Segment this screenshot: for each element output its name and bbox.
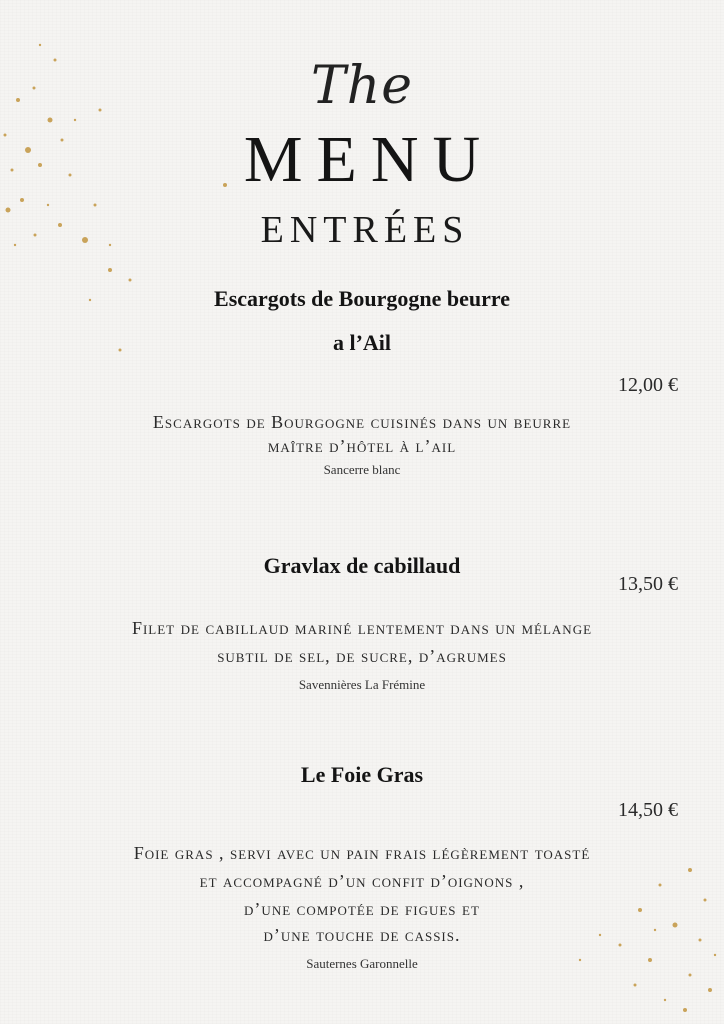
dish-3-desc-line4: d’une touche de cassis. — [263, 925, 461, 945]
dish-2-price: 13,50 € — [618, 573, 678, 595]
dish-1-desc-line1: Escargots de Bourgogne cuisinés dans un beurre — [152, 412, 572, 432]
dish-2-desc-line1: Filet de cabillaud mariné lentement dans un mélange — [131, 618, 593, 638]
dish-1-name-line1: Escargots de Bourgogne beurre — [214, 286, 510, 311]
dish-3-desc-line2: et accompagné d’un confit d’oignons , — [199, 871, 525, 891]
script-word: The — [311, 56, 413, 116]
dish-3-desc-line1: Foie gras , servi avec un pain frais légèrement toasté — [133, 843, 591, 863]
dish-3-wine: Sauternes Garonnelle — [306, 956, 418, 971]
dish-2-desc-line2: subtil de sel, de sucre, d’agrumes — [217, 646, 507, 666]
dish-2-name: Gravlax de cabillaud — [263, 553, 461, 578]
dish-1-desc-line2: maître d’hôtel à l’ail — [267, 436, 457, 456]
dish-1-price: 12,00 € — [618, 374, 678, 396]
dish-3-name: Le Foie Gras — [300, 762, 424, 787]
dish-1-name-line2: a l’Ail — [332, 330, 392, 355]
dish-2-wine: Savennières La Frémine — [298, 677, 426, 692]
page-title: MENU — [243, 123, 495, 196]
section-title: ENTRÉES — [260, 209, 470, 251]
dish-1-wine: Sancerre blanc — [323, 462, 401, 477]
dish-3-desc-line3: d’une compotée de figues et — [244, 899, 480, 919]
dish-3-price: 14,50 € — [618, 799, 678, 821]
